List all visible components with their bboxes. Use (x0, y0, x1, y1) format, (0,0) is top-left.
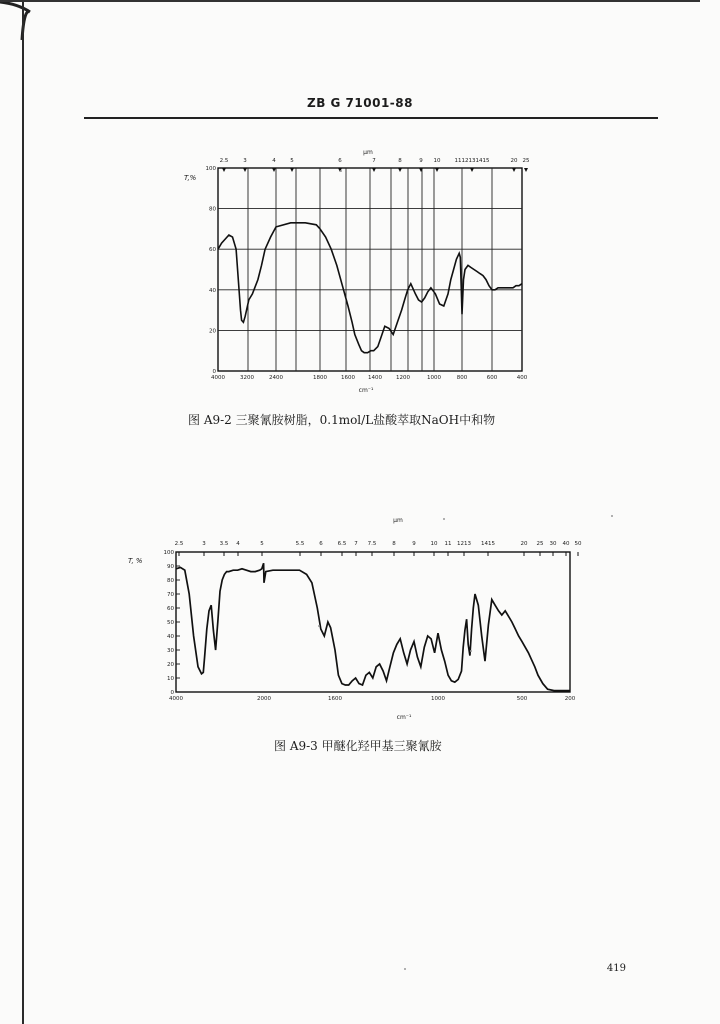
chart2-y-tick-label: 100 (163, 550, 174, 556)
chart1-y-tick-label: 100 (205, 166, 216, 172)
chart1-top-tick-label: 20 (510, 158, 518, 164)
chart2-top-tick-label: 7.5 (367, 541, 377, 547)
chart1-top-tick-mark (524, 168, 528, 172)
chart2-y-axis-label: T, % (128, 557, 143, 565)
chart1-top-tick-mark (512, 168, 516, 172)
scan-speck (611, 515, 613, 517)
chart1-top-tick-mark (372, 168, 376, 172)
chart1-x-axis-label: cm⁻¹ (358, 387, 374, 394)
page-top-edge (0, 0, 700, 6)
chart1-top-tick-mark (398, 168, 402, 172)
chart1-top-tick-label: 25 (522, 158, 530, 164)
chart1-top-tick-mark (243, 168, 247, 172)
chart2-y-tick-label: 80 (167, 578, 174, 584)
chart1-top-axis-label: μm (363, 149, 373, 156)
chart1-x-tick-label: 4000 (211, 375, 225, 381)
chart2-y-tick-label: 30 (167, 648, 174, 654)
chart1-top-tick-label: 6 (338, 158, 342, 164)
chart2-y-tick-label: 60 (167, 606, 174, 612)
chart2-top-tick-label: 3.5 (219, 541, 229, 547)
chart1-y-tick-label: 40 (209, 287, 216, 294)
chart2-top-tick-label: 3 (202, 541, 206, 547)
chart2-frame (176, 552, 570, 692)
chart2-x-tick-label: 1000 (431, 696, 445, 702)
chart2-top-tick-label: 4 (236, 541, 240, 547)
chart2-top-tick-label: 5.5 (295, 541, 305, 547)
chart2-y-tick-label: 20 (167, 662, 174, 668)
chart2-y-tick-label: 50 (167, 620, 174, 626)
scan-speck (443, 518, 445, 520)
chart1-x-tick-label: 1400 (368, 375, 382, 381)
chart2-x-tick-label: 200 (564, 696, 576, 702)
chart2-top-tick-label: 9 (412, 541, 416, 547)
ir-spectrum-a9-3 (110, 510, 590, 730)
chart2-x-axis-label: cm⁻¹ (396, 714, 412, 721)
chart2-top-tick-label: 30 (549, 541, 557, 547)
chart2-top-tick-label: 6 (319, 541, 323, 547)
chart1-top-tick-label: 10 (433, 158, 441, 164)
figure-caption-a9-3: 图 A9-3 甲醚化羟甲基三聚氰胺 (274, 739, 442, 753)
chart1-top-tick-mark (470, 168, 474, 172)
chart2-top-tick-label: 1213 (457, 541, 471, 547)
chart2-y-tick-label: 40 (167, 634, 174, 640)
chart1-y-tick-label: 0 (212, 369, 216, 375)
chart1-top-tick-mark (435, 168, 439, 172)
chart1-top-tick-mark (272, 168, 276, 172)
chart2-x-tick-label: 4000 (169, 696, 183, 702)
chart2-top-tick-label: 6.5 (337, 541, 347, 547)
chart1-x-tick-label: 1000 (427, 375, 441, 381)
chart2-y-tick-label: 10 (167, 676, 174, 682)
chart2-top-tick-label: 11 (444, 541, 452, 547)
chart1-x-tick-label: 1800 (313, 375, 327, 381)
chart2-y-tick-label: 0 (170, 690, 174, 696)
chart1-top-tick-label: 7 (372, 158, 376, 164)
scan-speck (340, 170, 342, 172)
chart1-x-tick-label: 1200 (396, 375, 410, 381)
scan-speck (470, 650, 472, 652)
chart1-top-tick-label: 5 (290, 158, 294, 164)
chart1-top-tick-label: 3 (243, 158, 247, 164)
chart2-x-tick-label: 1600 (328, 696, 342, 702)
chart2-top-tick-label: 10 (430, 541, 438, 547)
chart2-top-tick-label: 7 (354, 541, 358, 547)
chart2-top-tick-label: 50 (574, 541, 582, 547)
chart2-spectrum-curve (176, 563, 570, 690)
chart1-x-tick-label: 600 (486, 375, 498, 381)
chart1-x-tick-label: 1600 (341, 375, 355, 381)
standard-code: ZB G 71001-88 (307, 96, 413, 110)
chart1-top-tick-label: 8 (398, 158, 402, 164)
chart2-top-tick-label: 5 (260, 541, 264, 547)
chart1-y-axis-label: T,% (184, 174, 197, 182)
chart1-top-tick-label: 9 (419, 158, 423, 164)
scan-speck (404, 968, 406, 970)
scan-corner-artifact (0, 0, 40, 40)
chart2-top-tick-label: 25 (536, 541, 544, 547)
chart1-y-tick-label: 60 (209, 247, 216, 254)
chart1-y-tick-label: 80 (209, 206, 216, 213)
page-left-edge (22, 0, 24, 1024)
chart2-y-tick-label: 90 (167, 564, 174, 570)
ir-spectrum-a9-2 (170, 140, 550, 400)
chart2-x-tick-label: 500 (516, 696, 528, 702)
scan-speck (318, 625, 320, 627)
page-number: 419 (606, 963, 626, 974)
chart1-x-tick-label: 800 (456, 375, 468, 381)
chart1-top-tick-label: 1112131415 (454, 158, 490, 164)
chart1-y-tick-label: 20 (209, 328, 216, 335)
chart2-top-tick-label: 20 (520, 541, 528, 547)
header-rule (84, 117, 658, 119)
chart1-tick-labels (206, 158, 530, 381)
chart2-top-axis-label: μm (393, 517, 403, 524)
chart1-x-tick-label: 3200 (240, 375, 254, 381)
chart2-top-tick-label: 8 (392, 541, 396, 547)
chart1-top-tick-mark (222, 168, 226, 172)
figure-caption-a9-2: 图 A9-2 三聚氰胺树脂，0.1mol/L盐酸萃取NaOH中和物 (188, 413, 496, 427)
chart2-y-tick-label: 70 (167, 592, 174, 598)
chart1-x-tick-label: 2400 (269, 375, 283, 381)
chart1-grid (218, 168, 522, 371)
chart2-top-tick-label: 1415 (481, 541, 495, 547)
chart2-top-tick-label: 40 (562, 541, 570, 547)
chart2-x-tick-label: 2000 (257, 696, 271, 702)
chart1-top-tick-label: 4 (272, 158, 276, 164)
chart1-top-tick-mark (290, 168, 294, 172)
chart1-x-tick-label: 400 (516, 375, 528, 381)
chart1-top-tick-label: 2.5 (219, 158, 229, 164)
chart2-top-tick-label: 2.5 (174, 541, 184, 547)
chart2-plot-frame (176, 552, 570, 692)
